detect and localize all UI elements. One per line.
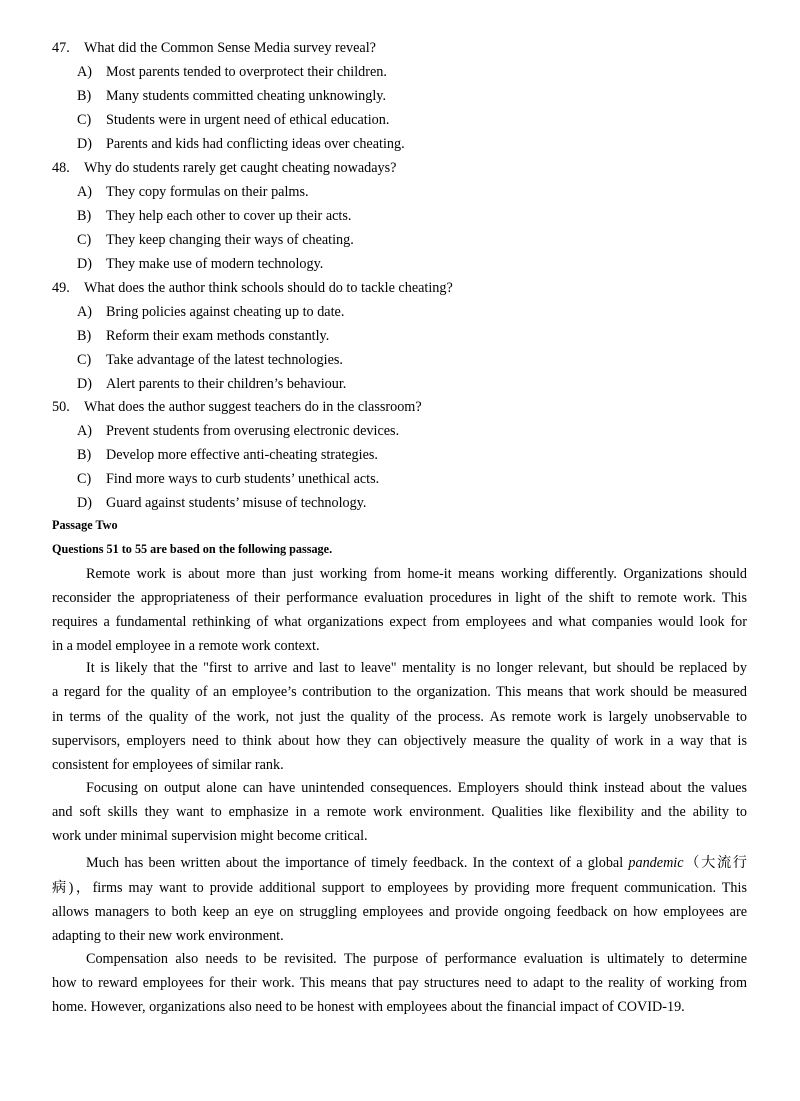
passage-title: Passage Two — [52, 518, 118, 532]
question-text: What does the author suggest teachers do in the classroom? — [84, 399, 422, 415]
option-label: C) — [77, 471, 92, 487]
passage-line: allows managers to both keep an eye on struggling employees and provide ongoing feedback on how employees are — [52, 904, 747, 920]
option-label: B) — [77, 328, 92, 344]
passage-line: 病)，firms may want to provide additional support to employees by providing more frequent communication. This — [52, 880, 747, 896]
passage-line: Focusing on output alone can have unintended consequences. Employers should think instead about the values — [86, 780, 747, 796]
passage-line: and soft skills they want to emphasize in a remote work environment. Qualities like flexibility and the ability to — [52, 804, 747, 820]
option-label: D) — [77, 495, 92, 511]
question-text: What did the Common Sense Media survey reveal? — [84, 40, 376, 56]
question-number: 49. — [52, 280, 70, 296]
passage-line: in terms of the quality of the work, not just the quality of the process. As remote work is largely unobservable to — [52, 709, 747, 725]
passage-line: how to reward employees for their work. This means that pay structures need to adapt to the reality of working from — [52, 975, 747, 991]
option-label: B) — [77, 447, 92, 463]
option-label: C) — [77, 112, 92, 128]
option-text: Reform their exam methods constantly. — [106, 328, 330, 344]
option-text: They copy formulas on their palms. — [106, 184, 309, 200]
option-text: Alert parents to their children’s behaviour. — [106, 376, 347, 392]
question-text: Why do students rarely get caught cheating nowadays? — [84, 160, 397, 176]
option-text: Parents and kids had conflicting ideas over cheating. — [106, 136, 405, 152]
passage-line: a regard for the quality of an employee’s contribution to the organization. This means that work should be measured — [52, 684, 747, 700]
option-label: C) — [77, 232, 92, 248]
option-label: B) — [77, 208, 92, 224]
question-number: 47. — [52, 40, 70, 56]
option-text: They keep changing their ways of cheating. — [106, 232, 354, 248]
option-label: B) — [77, 88, 92, 104]
passage-line: adapting to their new work environment. — [52, 928, 284, 944]
option-text: Develop more effective anti-cheating strategies. — [106, 447, 378, 463]
passage-line: reconsider the appropriateness of their performance evaluation procedures in light of the shift to remote work. This — [52, 590, 747, 606]
option-text: Students were in urgent need of ethical education. — [106, 112, 390, 128]
option-text: Find more ways to curb students’ unethical acts. — [106, 471, 380, 487]
passage-line: It is likely that the "first to arrive and last to leave" mentality is no longer relevant, but should be replaced by — [86, 660, 747, 676]
option-text: Guard against students’ misuse of technology. — [106, 495, 367, 511]
italic-term: pandemic — [628, 855, 684, 871]
option-label: C) — [77, 352, 92, 368]
option-text: They help each other to cover up their acts. — [106, 208, 352, 224]
question-number: 48. — [52, 160, 70, 176]
option-label: D) — [77, 376, 92, 392]
passage-instruction: Questions 51 to 55 are based on the following passage. — [52, 542, 333, 556]
option-text: Prevent students from overusing electronic devices. — [106, 423, 400, 439]
option-text: Bring policies against cheating up to date. — [106, 304, 345, 320]
option-label: D) — [77, 136, 92, 152]
passage-line: requires a fundamental rethinking of what organizations expect from employees and what companies would look for — [52, 614, 747, 630]
question-text: What does the author think schools should do to tackle cheating? — [84, 280, 453, 296]
option-label: A) — [77, 304, 92, 320]
option-label: D) — [77, 256, 92, 272]
option-text: Most parents tended to overprotect their children. — [106, 64, 387, 80]
passage-line: in a model employee in a remote work context. — [52, 638, 320, 654]
option-text: They make use of modern technology. — [106, 256, 324, 272]
passage-line — [86, 853, 747, 873]
option-label: A) — [77, 64, 92, 80]
gloss-open: （大流行 — [683, 855, 747, 871]
passage-line: Remote work is about more than just working from home-it means working differently. Organizations should — [86, 566, 747, 582]
option-text: Many students committed cheating unknowingly. — [106, 88, 387, 104]
passage-line: consistent for employees of similar rank. — [52, 757, 284, 773]
passage-line: supervisors, employers need to think about how they can objectively measure the quality of work in a way that is — [52, 733, 747, 749]
passage-line: Compensation also needs to be revisited. The purpose of performance evaluation is ultimately to determine — [86, 951, 747, 967]
passage-text: Much has been written about the importance of timely feedback. In the context of a global — [86, 855, 629, 871]
option-label: A) — [77, 184, 92, 200]
question-number: 50. — [52, 399, 70, 415]
option-label: A) — [77, 423, 92, 439]
option-text: Take advantage of the latest technologies. — [106, 352, 343, 368]
passage-line: home. However, organizations also need to be honest with employees about the financial impact of COVID-19. — [52, 999, 685, 1015]
passage-line: work under minimal supervision might become critical. — [52, 828, 368, 844]
